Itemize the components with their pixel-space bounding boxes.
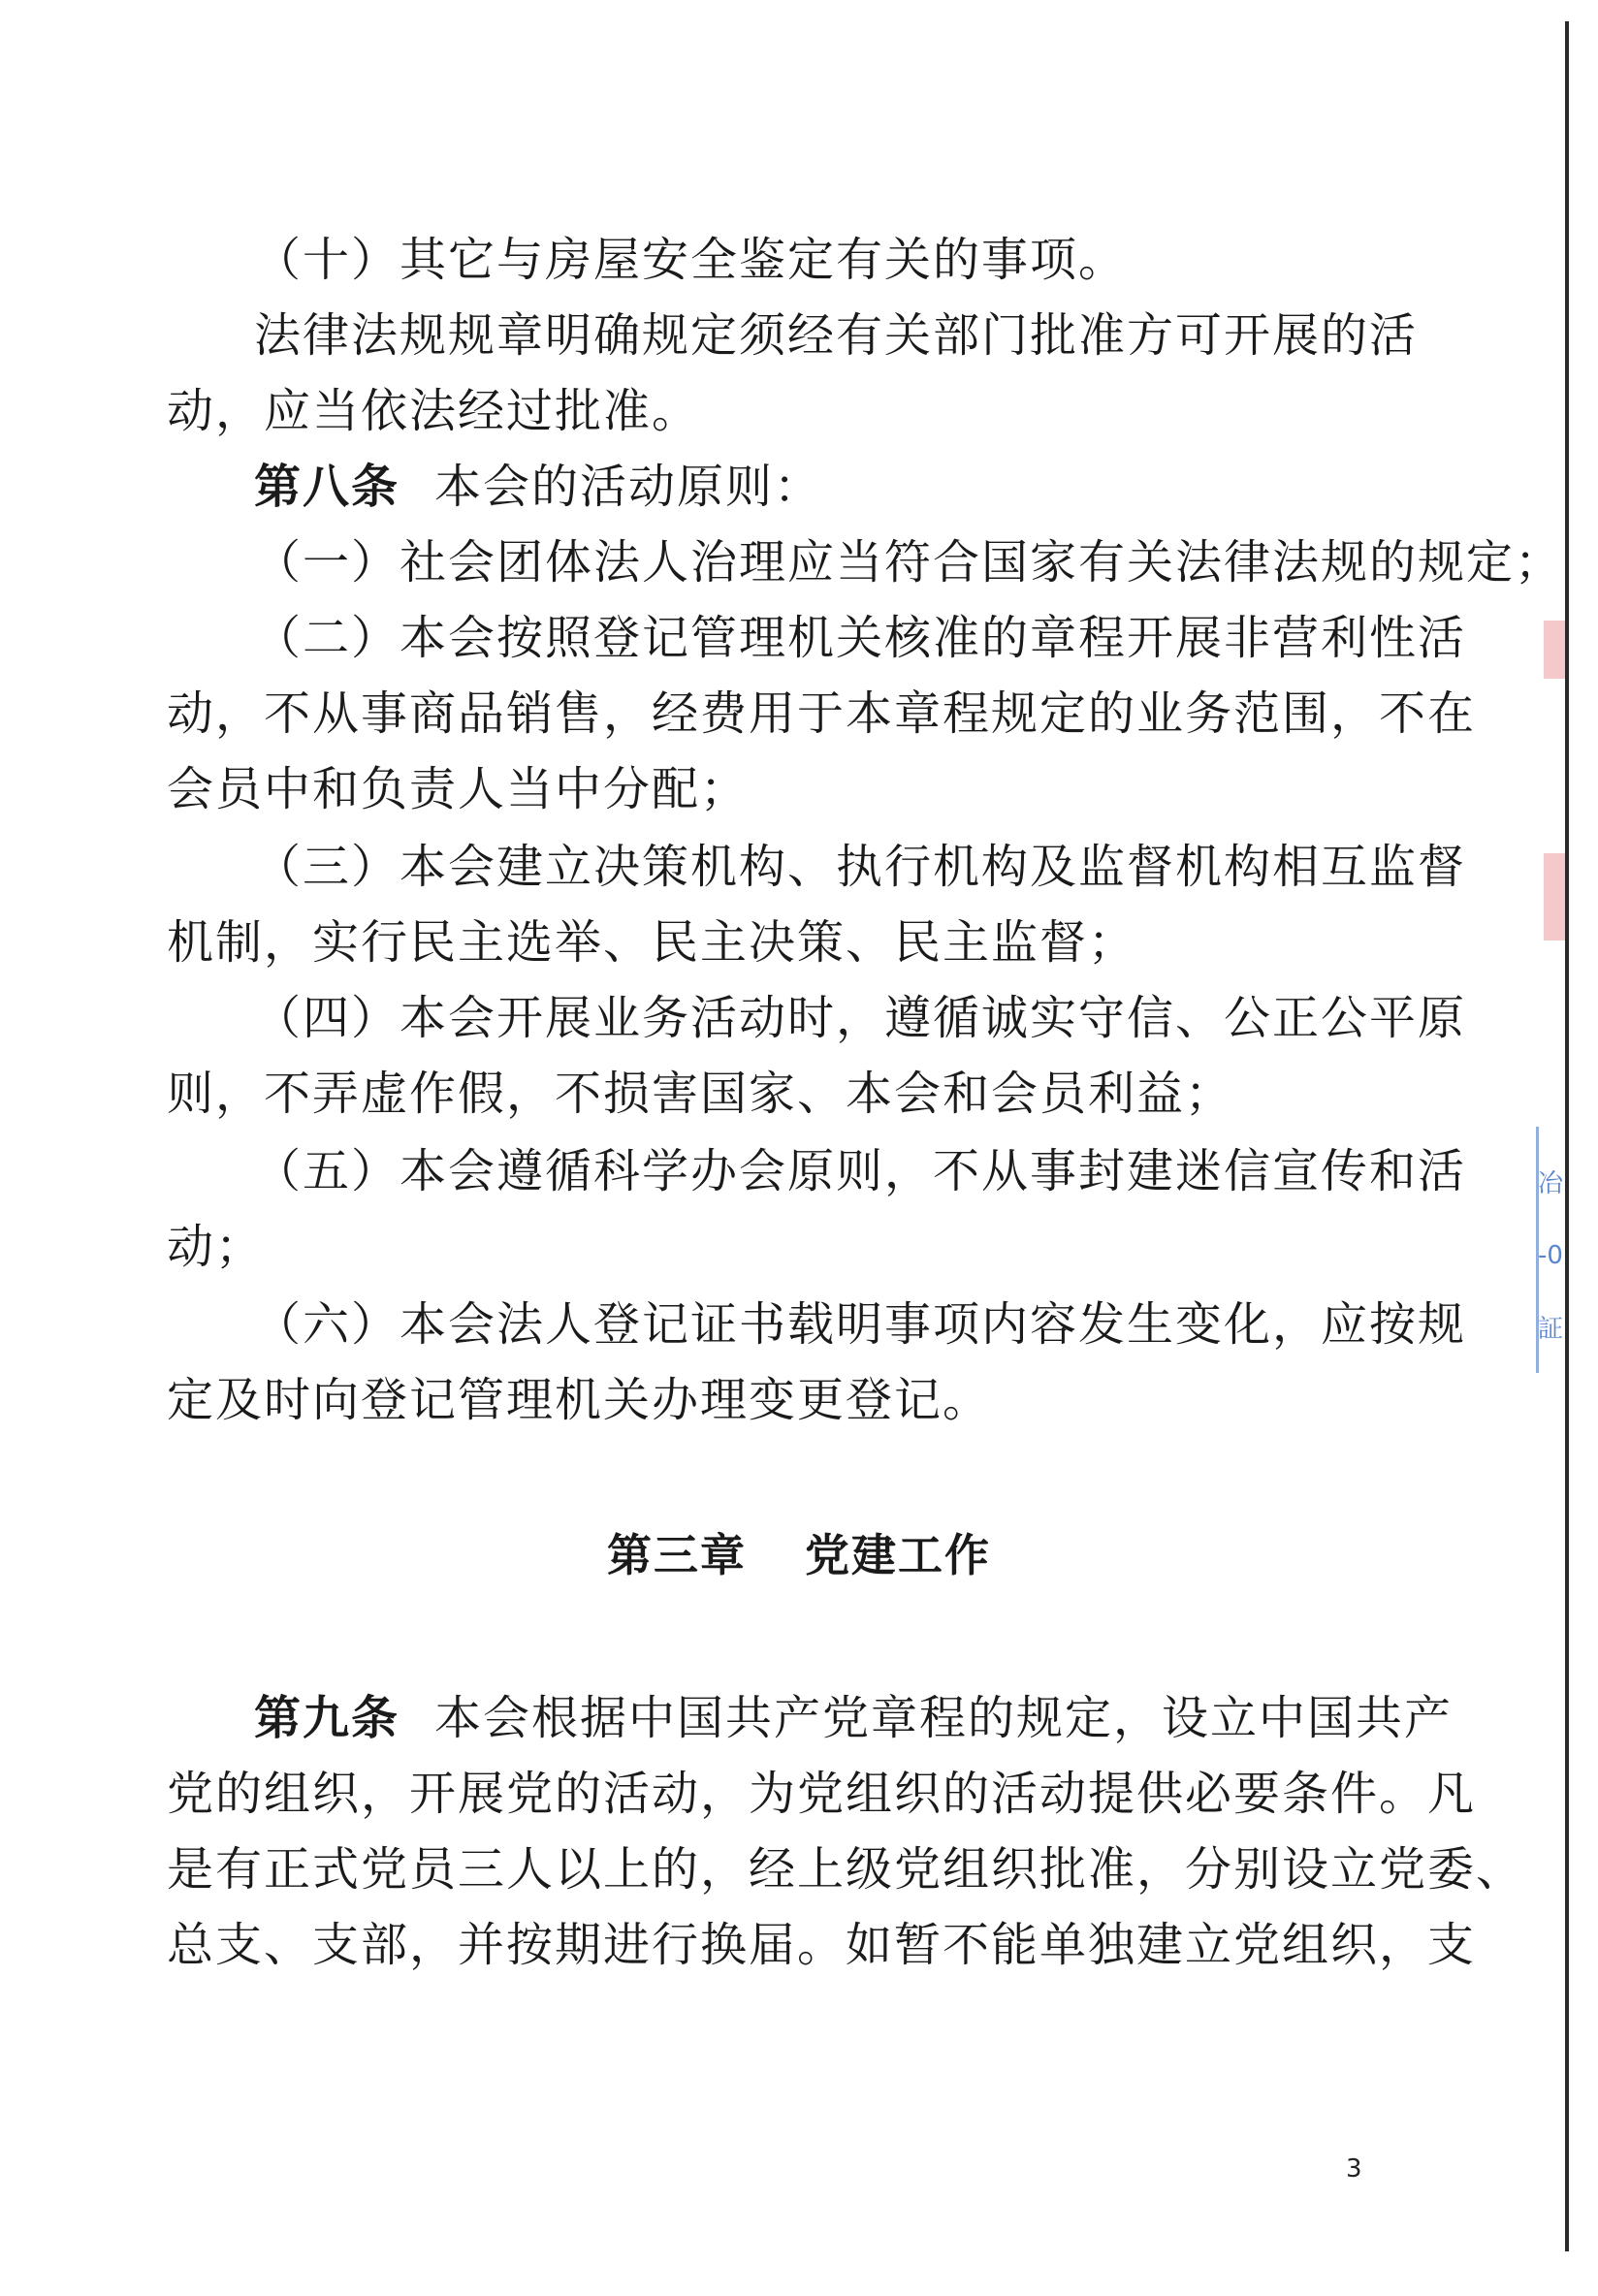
chapter-heading: [0, 1528, 1598, 1582]
principle-2-line1: （二）本会按照登记管理机关核准的章程开展非营利性活: [254, 611, 1467, 665]
principle-5-line1: （五）本会遵循科学办会原则，不从事封建迷信宣传和活: [254, 1144, 1467, 1198]
principle-4-line1: （四）本会开展业务活动时，遵循诚实守信、公正公平原: [254, 991, 1467, 1045]
chapter-number: 第三章: [607, 1529, 747, 1581]
chapter-title: 党建工作: [805, 1529, 991, 1581]
principle-2-line2: 动，不从事商品销售，经费用于本章程规定的业务范围，不在: [167, 686, 1477, 741]
red-stamp-fragment: [1544, 853, 1565, 941]
article-9-label: 第九条: [254, 1691, 400, 1745]
article-8-title: 本会的活动原则：: [434, 460, 823, 514]
article-9-line1: [254, 1691, 1454, 1745]
principle-5-line2: 动；: [167, 1220, 265, 1274]
article-9-line2: 党的组织，开展党的活动，为党组织的活动提供必要条件。凡: [167, 1767, 1477, 1821]
blue-seal-char: -0: [1538, 1241, 1563, 1270]
article-8-heading: [254, 460, 822, 514]
paragraph-approval-line1: 法律法规规章明确规定须经有关部门批准方可开展的活: [254, 308, 1419, 363]
principle-3-line2: 机制，实行民主选举、民主决策、民主监督；: [167, 915, 1137, 970]
article-9-text: 本会根据中国共产党章程的规定，设立中国共产: [434, 1691, 1454, 1745]
article-9-line3: 是有正式党员三人以上的，经上级党组织批准，分别设立党委、: [167, 1842, 1525, 1897]
red-stamp-fragment: [1544, 621, 1565, 679]
article-9-line4: 总支、支部，并按期进行换届。如暂不能单独建立党组织，支: [167, 1918, 1477, 1972]
principle-3-line1: （三）本会建立决策机构、执行机构及监督机构相互监督: [254, 840, 1467, 894]
principle-4-line2: 则，不弄虚作假，不损害国家、本会和会员利益；: [167, 1067, 1234, 1121]
blue-seal-char: 証: [1538, 1315, 1564, 1344]
principle-6-line2: 定及时向登记管理机关办理变更登记。: [167, 1373, 992, 1427]
paragraph-approval-line2: 动，应当依法经过批准。: [167, 384, 701, 438]
page-number: 3: [1346, 2154, 1362, 2184]
blue-seal-char: 冶: [1538, 1169, 1564, 1198]
article-8-label: 第八条: [254, 460, 400, 514]
item-10: （十）其它与房屋安全鉴定有关的事项。: [254, 233, 1128, 287]
principle-1: （一）社会团体法人治理应当符合国家有关法律法规的规定；: [254, 535, 1564, 590]
principle-2-line3: 会员中和负责人当中分配；: [167, 762, 750, 816]
principle-6-line1: （六）本会法人登记证书载明事项内容发生变化，应按规: [254, 1297, 1467, 1352]
